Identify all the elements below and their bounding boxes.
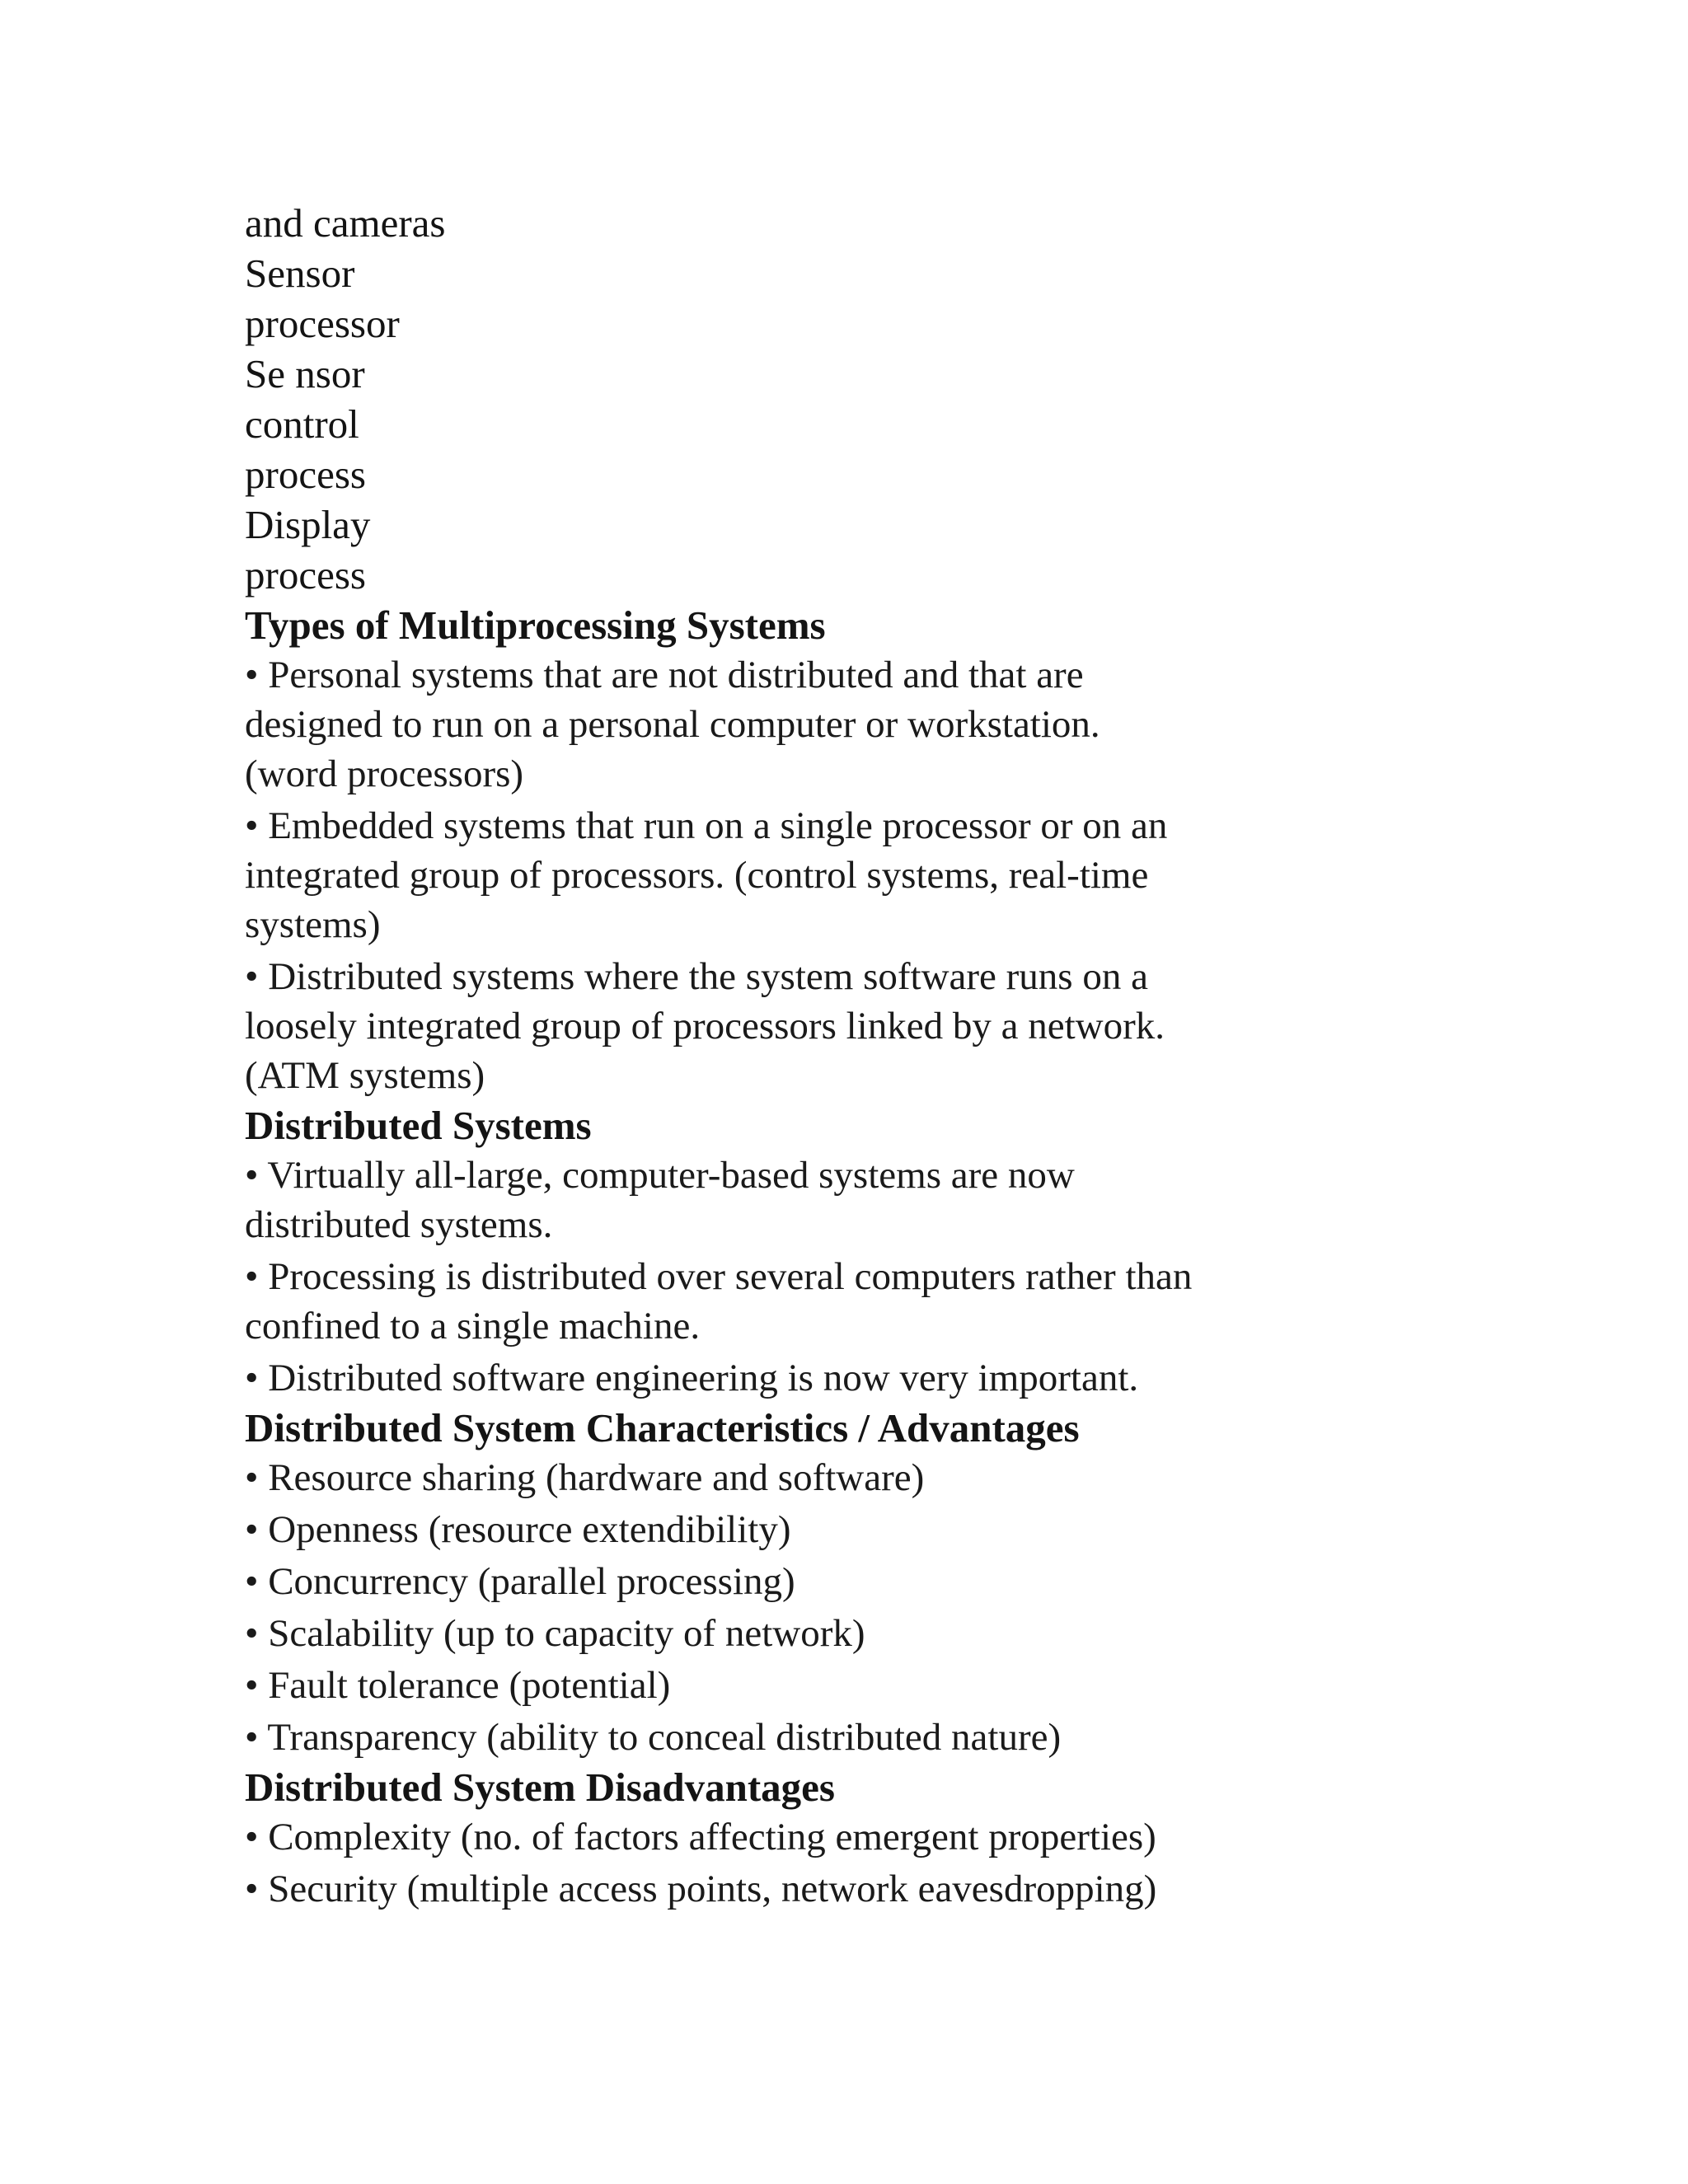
bullet-item: • Concurrency (parallel processing) — [245, 1560, 795, 1603]
section-heading: Types of Multiprocessing Systems — [245, 602, 826, 648]
bullet-line: confined to a single machine. — [245, 1305, 701, 1347]
bullet-line: loosely integrated group of processors linked by a network. — [245, 1005, 1165, 1047]
bullet-line: systems) — [245, 903, 381, 946]
document-body — [245, 198, 1415, 1914]
bullet-item — [245, 1252, 1415, 1351]
section-heading: Distributed System Disadvantages — [245, 1765, 835, 1810]
text-line: Se nsor — [245, 351, 365, 396]
section-heading: Distributed System Characteristics / Advantages — [245, 1405, 1080, 1451]
section-types-of-multiprocessing — [245, 600, 1415, 1100]
bullet-line: • Embedded systems that run on a single processor or on an — [245, 804, 1168, 847]
bullet-item: • Complexity (no. of factors affecting emergent properties) — [245, 1816, 1156, 1858]
bullet-line: • Distributed systems where the system software runs on a — [245, 955, 1148, 998]
section-distributed-systems — [245, 1100, 1415, 1403]
bullet-line: distributed systems. — [245, 1203, 553, 1246]
bullet-item — [245, 650, 1415, 799]
bullet-line: designed to run on a personal computer or workstation. — [245, 703, 1100, 746]
section-heading: Distributed Systems — [245, 1103, 592, 1148]
bullet-item — [245, 1151, 1415, 1249]
bullet-line: integrated group of processors. (control systems, real-time — [245, 854, 1149, 897]
text-line: control — [245, 401, 359, 447]
bullet-item: • Scalability (up to capacity of network) — [245, 1612, 865, 1655]
text-line: Sensor — [245, 251, 355, 296]
diagram-label-fragments — [245, 198, 1415, 600]
section-characteristics-advantages — [245, 1403, 1415, 1762]
text-line: Display — [245, 502, 371, 547]
text-line: processor — [245, 301, 400, 346]
bullet-item: • Openness (resource extendibility) — [245, 1508, 791, 1551]
bullet-item — [245, 952, 1415, 1100]
text-line: process — [245, 452, 366, 497]
bullet-line: • Processing is distributed over several computers rather than — [245, 1255, 1193, 1298]
bullet-line: • Distributed software engineering is now very important. — [245, 1357, 1139, 1399]
bullet-item: • Fault tolerance (potential) — [245, 1664, 671, 1707]
bullet-line: • Personal systems that are not distributed and that are — [245, 654, 1084, 696]
bullet-line: (word processors) — [245, 752, 524, 795]
text-line: and cameras — [245, 200, 446, 246]
bullet-line: • Virtually all-large, computer-based systems are now — [245, 1154, 1075, 1197]
bullet-item: • Resource sharing (hardware and software) — [245, 1456, 925, 1499]
bullet-line: (ATM systems) — [245, 1054, 485, 1097]
bullet-item: • Transparency (ability to conceal distributed nature) — [245, 1716, 1062, 1759]
bullet-item — [245, 801, 1415, 949]
text-line: process — [245, 552, 366, 598]
bullet-item: • Security (multiple access points, network eavesdropping) — [245, 1868, 1157, 1910]
section-disadvantages — [245, 1762, 1415, 1914]
bullet-item — [245, 1353, 1415, 1403]
